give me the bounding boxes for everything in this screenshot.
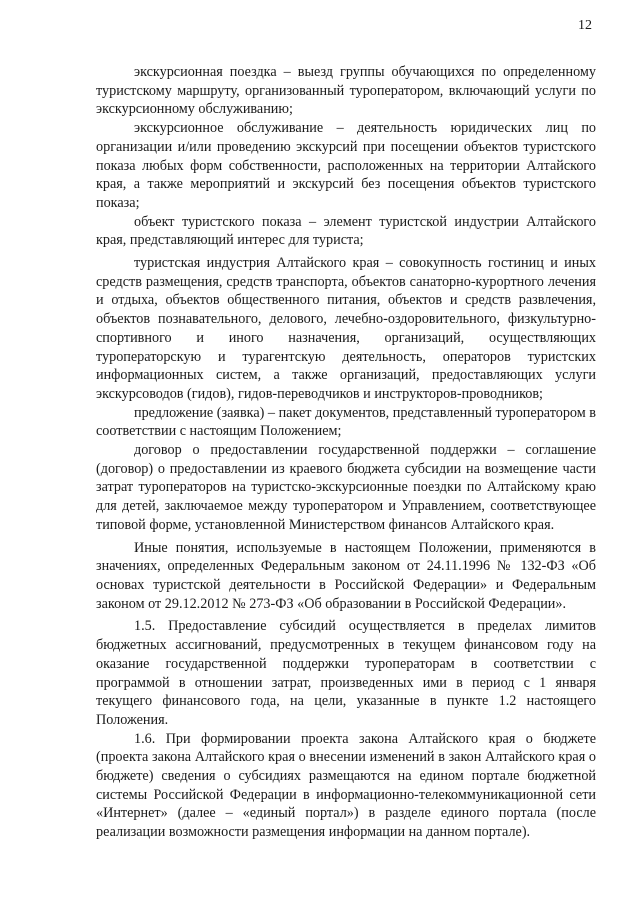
page-number: 12 [578, 18, 592, 33]
paragraph-excursion-service: экскурсионное обслуживание – деятельность юридических лиц по организации и/или проведению экскурсий при посещении объектов туристского показа любых форм собственности, расположенных на территории Алтайского края, а также мероприятий и экскурсий без посещения объектов туристского показа; [96, 120, 596, 211]
paragraph-tourist-industry: туристская индустрия Алтайского края – совокупность гостиниц и иных средств размещения, средств транспорта, объектов санаторно-курортного лечения и отдыха, объектов общественного питания, объектов и средств развлечения, объектов познавательного, делового, лечебно-оздоровительного, физкультурно-спортивного и иного назначения, организаций, осуществляющих туроператорскую и турагентскую деятельность, операторов туристских информационных систем, а также организаций, предоставляющих услуги экскурсоводов (гидов), гидов-переводчиков и инструкторов-проводников; [96, 255, 596, 402]
document-body [96, 63, 596, 842]
paragraph-support-agreement: договор о предоставлении государственной поддержки – соглашение (договор) о предоставлении из краевого бюджета субсидии на возмещение части затрат туроператоров на туристско-экскурсионные поездки по Алтайскому краю для детей, заключаемое между туроператором и Управлением, соответствующее типовой форме, установленной Министерством финансов Алтайского края. [96, 442, 596, 533]
paragraph-other-terms: Иные понятия, используемые в настоящем Положении, применяются в значениях, определенных Федеральным законом от 24.11.1996 № 132-ФЗ «Об основах туристской деятельности в Российской Федерации» и Федеральным законом от 29.12.2012 № 273-ФЗ «Об образовании в Российской Федерации». [96, 539, 596, 612]
paragraph-tourist-object: объект туристского показа – элемент туристской индустрии Алтайского края, представляющий интерес для туриста; [96, 213, 596, 249]
paragraph-1-6: 1.6. При формировании проекта закона Алтайского края о бюджете (проекта закона Алтайского края о внесении изменений в закон Алтайского края о бюджете) сведения о субсидиях размещаются на едином портале бюджетной системы Российской Федерации в информационно-телекоммуникационной сети «Интернет» (далее – «единый портал») в разделе единого портала (после реализации возможности размещения информации на данном портале). [96, 730, 596, 841]
paragraph-1-5: 1.5. Предоставление субсидий осуществляется в пределах лимитов бюджетных ассигнований, предусмотренных в текущем финансовом году на оказание государственной поддержки туроператорам в соответствии с программой в отношении затрат, произведенных ими в период с 1 января текущего финансового года, на цели, указанные в пункте 1.2 настоящего Положения. [96, 618, 596, 728]
paragraph-excursion-trip: экскурсионная поездка – выезд группы обучающихся по определенному туристскому маршруту, организованный туроператором, включающий услуги по экскурсионному обслуживанию; [96, 64, 596, 118]
paragraph-proposal: предложение (заявка) – пакет документов, представленный туроператором в соответствии с настоящим Положением; [96, 404, 596, 440]
